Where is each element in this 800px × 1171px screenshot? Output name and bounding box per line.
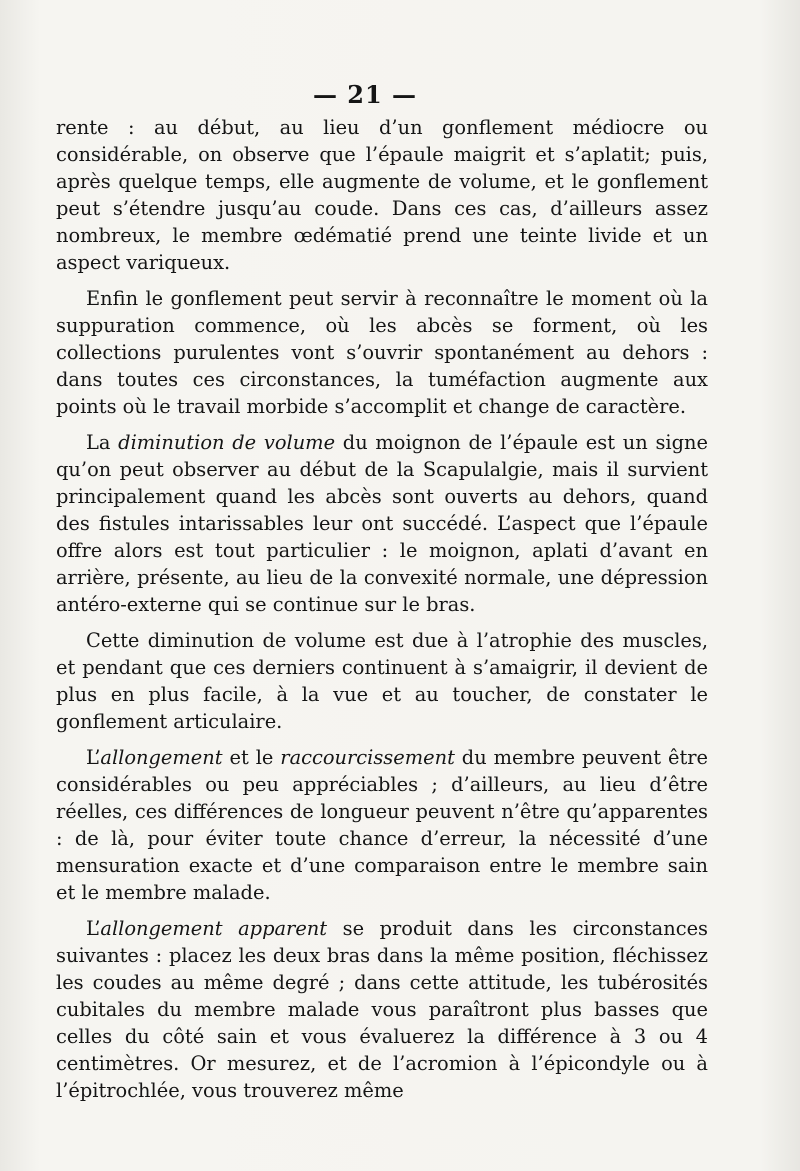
- paragraph-2: [56, 285, 708, 420]
- paragraph-3: [56, 429, 708, 618]
- paragraph-5-text-a: L’: [86, 746, 101, 769]
- paragraph-6: [56, 915, 708, 1104]
- paragraph-6-text-b: se produit dans les circonstances suivantes : placez les deux bras dans la même position, fléchissez les coudes au même degré ; dans cette attitude, les tubérosités cubitales du membre malade vous paraîtront plus basses que celles du côté sain et vous évaluerez la différence à 3 ou 4 centimètres. Or mesurez, et de l’acromion à l’épicondyle ou à l’épitrochlée, vous trouverez même: [56, 917, 708, 1102]
- paragraph-1: [56, 114, 708, 276]
- page-number: — 21 —: [312, 80, 418, 109]
- paragraph-3-text-a: La: [86, 431, 119, 454]
- paragraph-4-text: Cette diminution de volume est due à l’atrophie des muscles, et pendant que ces derniers continuent à s’amaigrir, il devient de plus en plus facile, à la vue et au toucher, de constater le gonflement articulaire.: [56, 629, 708, 733]
- paragraph-3-text-b: du moignon de l’épaule est un signe qu’on peut observer au début de la Scapulalgie, mais il survient principalement quand les abcès sont ouverts au dehors, quand des fistules intarissables leur ont succédé. L’aspect que l’épaule offre alors est tout particulier : le moignon, aplati d’avant en arrière, présente, au lieu de la convexité normale, une dépression antéro-externe qui se continue sur le bras.: [56, 431, 708, 616]
- paragraph-1-text: rente : au début, au lieu d’un gonflement médiocre ou considérable, on observe que l’épaule maigrit et s’aplatit; puis, après quelque temps, elle augmente de volume, et le gonflement peut s’étendre jusqu’au coude. Dans ces cas, d’ailleurs assez nombreux, le membre œdématié prend une teinte livide et un aspect variqueux.: [56, 116, 708, 274]
- paragraph-5: [56, 744, 708, 906]
- paragraph-6-italic-term: allongement apparent: [100, 917, 328, 940]
- paragraph-6-text-a: L’: [86, 917, 101, 940]
- paragraph-5-italic-term-1: allongement: [100, 746, 223, 769]
- paragraph-2-text: Enfin le gonflement peut servir à reconnaître le moment où la suppuration commence, où les abcès se forment, où les collections purulentes vont s’ouvrir spontanément au dehors : dans toutes ces circonstances, la tuméfaction augmente aux points où le travail morbide s’accomplit et change de caractère.: [56, 287, 708, 418]
- body-text: [56, 114, 708, 1113]
- paragraph-5-text-b: et le: [222, 746, 281, 769]
- paragraph-5-text-c: du membre peuvent être considérables ou peu appréciables ; d’ailleurs, au lieu d’être réelles, ces différences de longueur peuvent n’être qu’apparentes : de là, pour éviter toute chance d’erreur, la nécessité d’une mensuration exacte et d’une comparaison entre le membre sain et le membre malade.: [56, 746, 708, 904]
- paragraph-4: [56, 627, 708, 735]
- paragraph-5-italic-term-2: raccourcissement: [280, 746, 455, 769]
- paragraph-3-italic-term: diminution de volume: [118, 431, 336, 454]
